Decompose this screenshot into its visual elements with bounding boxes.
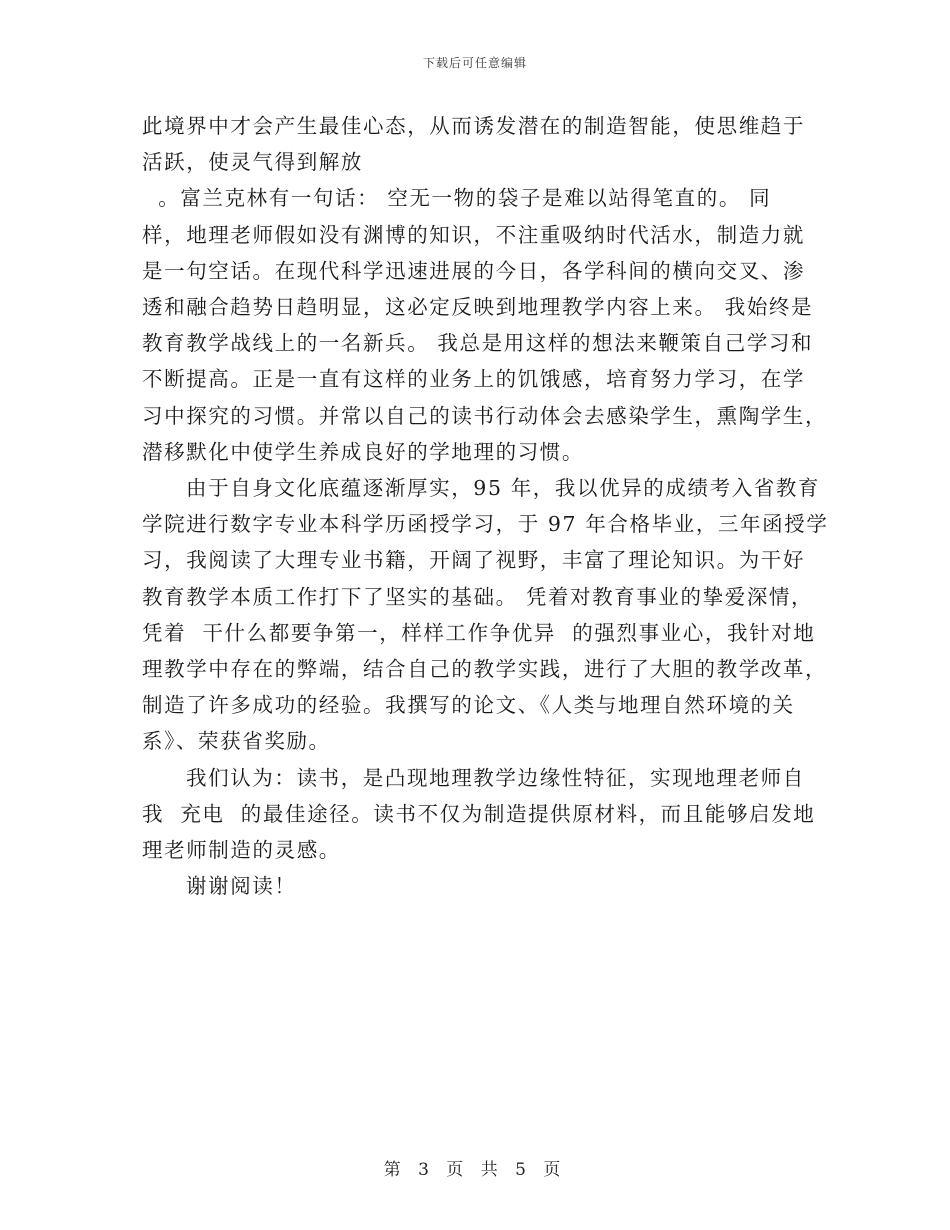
text-line: 习，我阅读了大理专业书籍，开阔了视野，丰富了理论知识。为干好 (142, 548, 805, 573)
text-line: 透和融合趋势日趋明显，这必定反映到地理教学内容上来。 我始终是 (142, 295, 814, 320)
text-line: 我 充电 的最佳途径。读书不仅为制造提供原材料，而且能够启发地 (142, 801, 816, 826)
text-line: 样，地理老师假如没有渊博的知识，不注重吸纳时代活水，制造力就 (142, 222, 805, 247)
text-line: 我们认为：读书，是凸现地理教学边缘性特征，实现地理老师自 (186, 765, 805, 790)
document-body (142, 108, 829, 904)
text-line: 系》、荣获省奖励。 (142, 729, 331, 754)
text-line: 潜移默化中使学生养成良好的学地理的习惯。 (142, 439, 584, 464)
text-line: 凭着 干什么都要争第一，样样工作争优异 的强烈事业心，我针对地 (142, 620, 816, 645)
page-number: 第 3 页 共 5 页 (383, 1160, 567, 1180)
text-line: 学院进行数字专业本科学历函授学习，于 97 年合格毕业，三年函授学 (142, 512, 829, 537)
text-line: 活跃，使灵气得到解放 (142, 150, 363, 175)
text-line: 理老师制造的灵感。 (142, 838, 341, 863)
text-line: 是一句空话。在现代科学迅速进展的今日，各学科间的横向交叉、渗 (142, 258, 805, 283)
paragraph (142, 760, 816, 869)
text-line: 谢谢阅读！ (186, 874, 297, 899)
paragraph (142, 180, 828, 470)
text-line: 教育教学本质工作打下了坚实的基础。 凭着对教育事业的挚爱深情， (142, 584, 814, 609)
page-header: 下载后可任意编辑 (422, 56, 527, 70)
text-line: 由于自身文化底蕴逐渐厚实，95 年，我以优异的成绩考入省教育 (186, 476, 821, 501)
paragraph (142, 470, 829, 760)
text-line: 此境界中才会产生最佳心态，从而诱发潜在的制造智能，使思维趋于 (142, 114, 805, 138)
text-line: 习中探究的习惯。并常以自己的读书行动体会去感染学生，熏陶学生， (142, 403, 828, 428)
text-line: 教育教学战线上的一名新兵。 我总是用这样的想法来鞭策自己学习和 (142, 331, 814, 356)
paragraph (142, 108, 806, 180)
text-line: 。富兰克林有一句话： 空无一物的袋子是难以站得笔直的。 同 (142, 186, 772, 211)
paragraph (142, 868, 806, 904)
text-line: 不断提高。正是一直有这样的业务上的饥饿感，培育努力学习，在学 (142, 367, 805, 392)
text-line: 制造了许多成功的经验。我撰写的论文、《人类与地理自然环境的关 (142, 693, 795, 718)
text-line: 理教学中存在的弊端，结合自己的教学实践，进行了大胆的教学改革， (142, 657, 828, 682)
